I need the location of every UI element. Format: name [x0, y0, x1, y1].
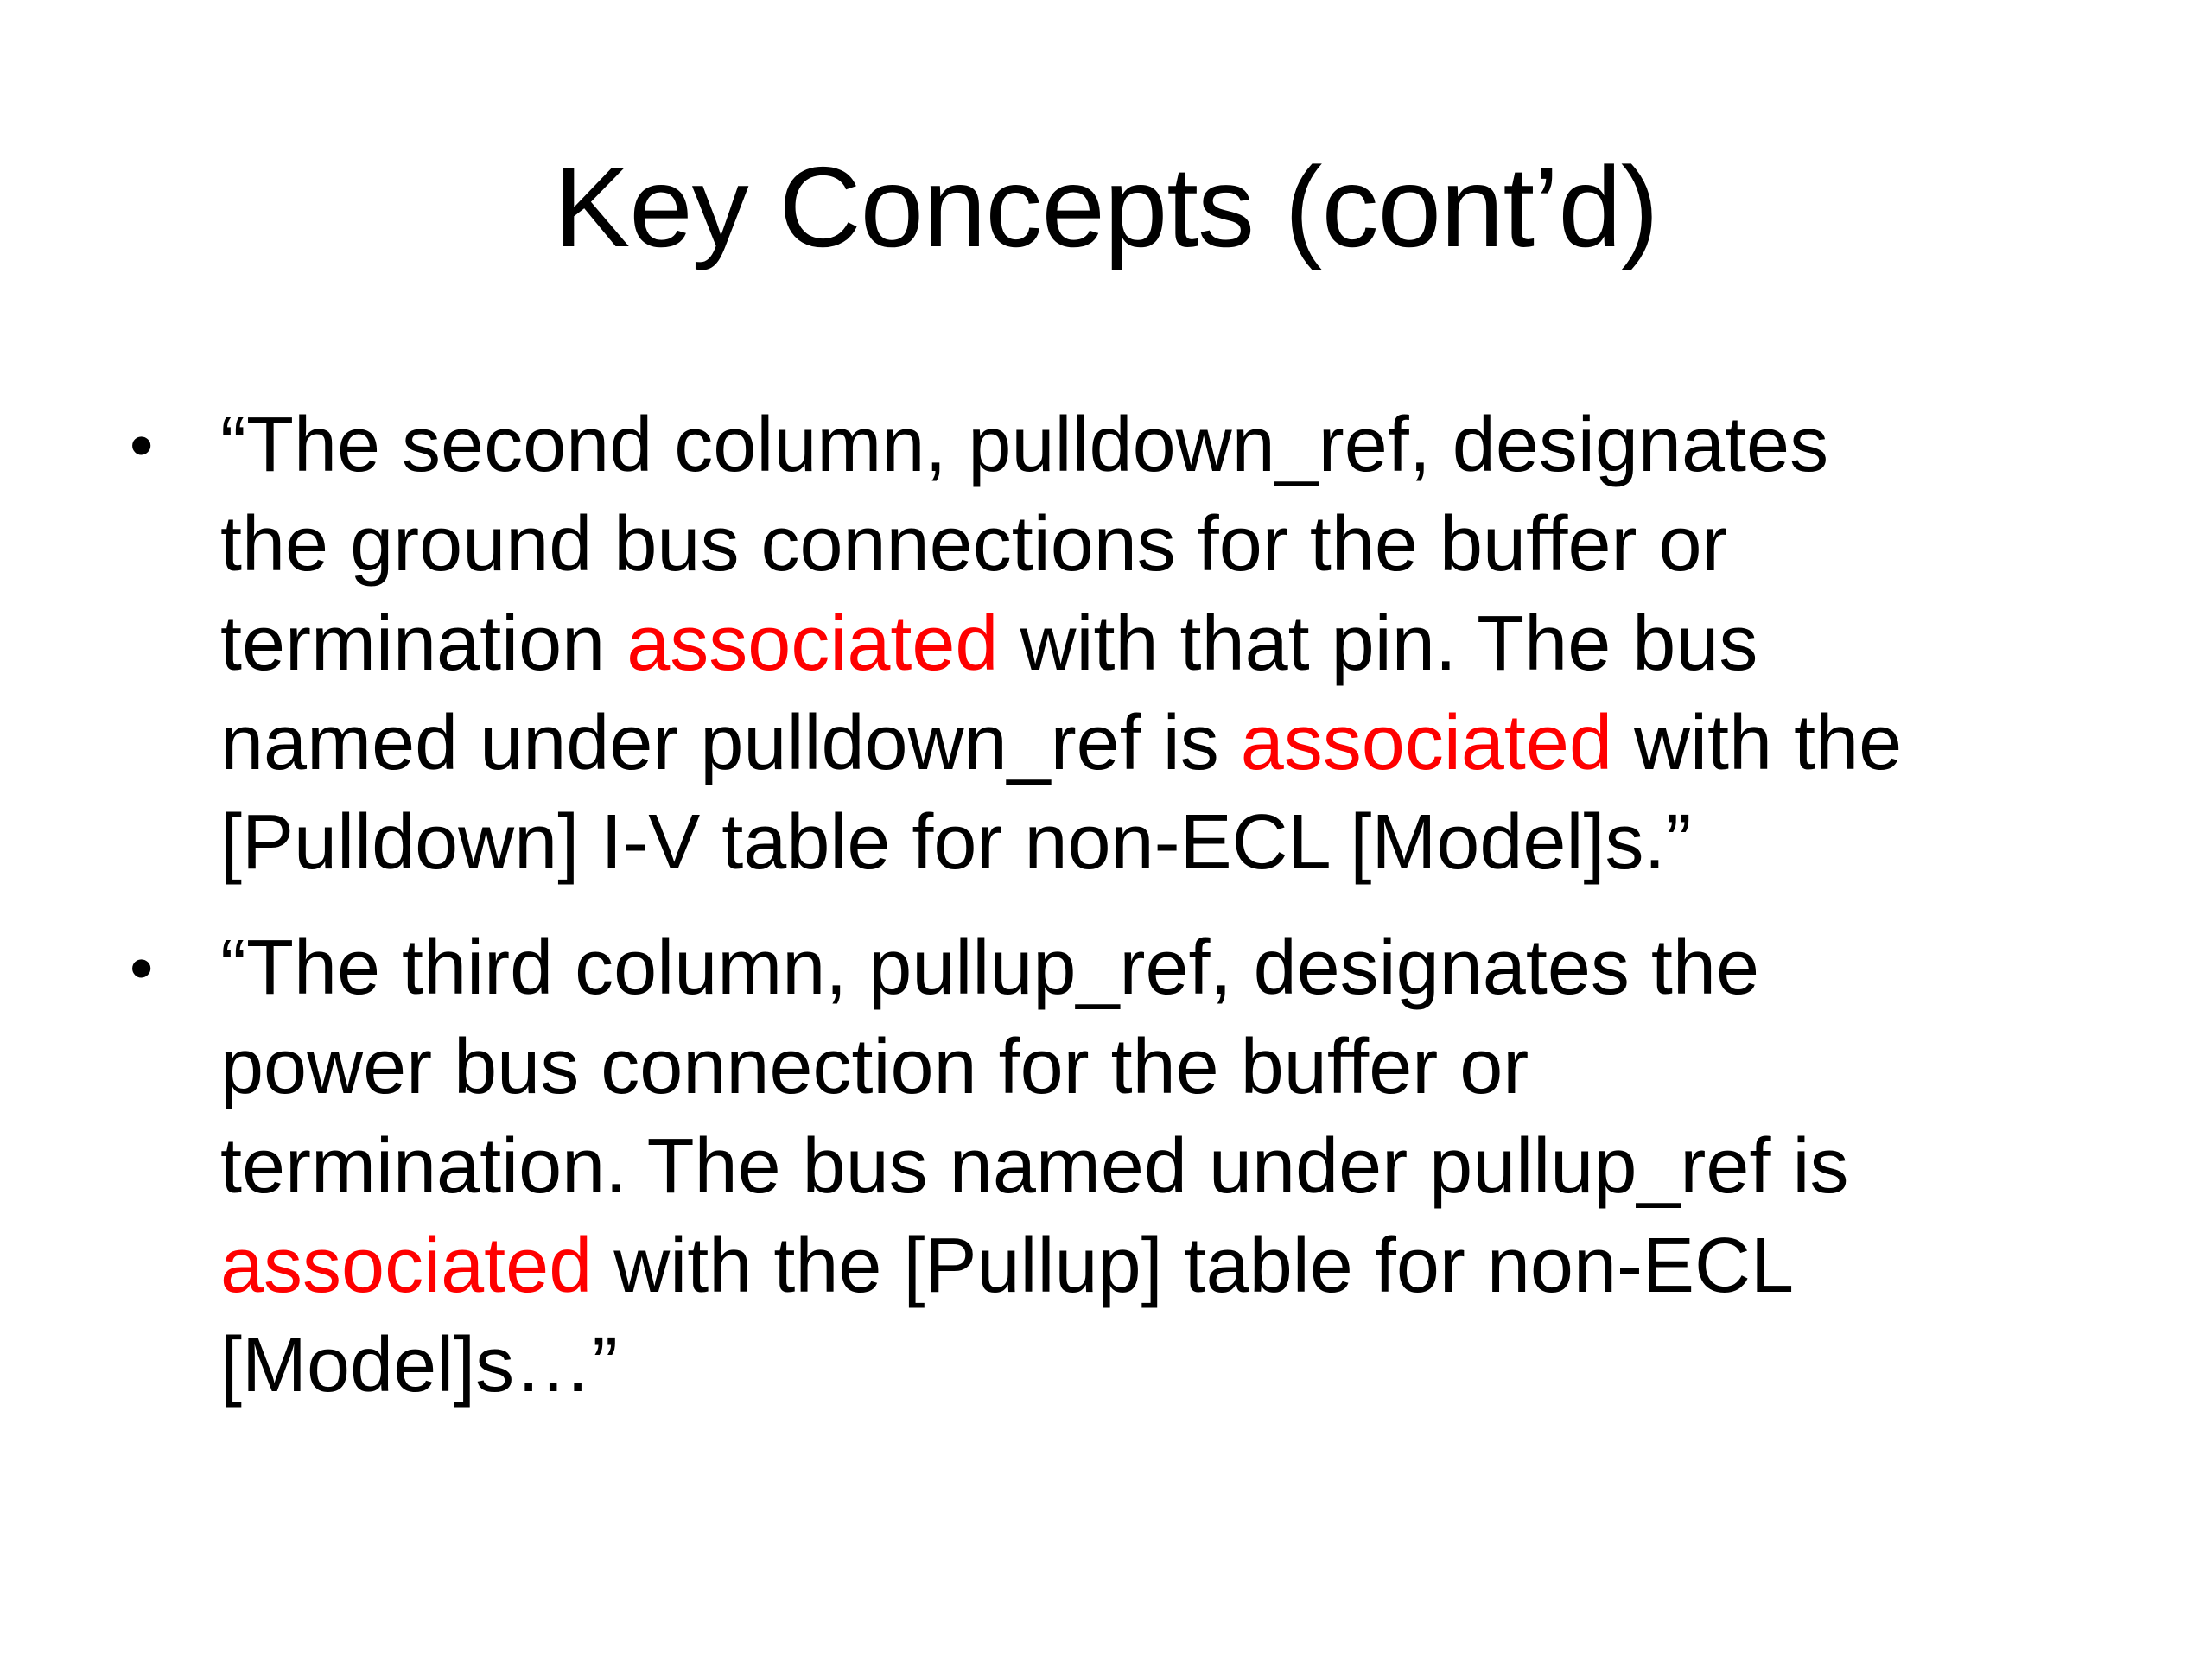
bullet-icon: •	[130, 930, 154, 1006]
bullet-line	[220, 594, 2126, 694]
text-run: named under pulldown_ref is	[220, 700, 1241, 786]
text-run: termination. The bus named under pullup_ref is	[220, 1123, 1849, 1210]
slide-title: Key Concepts (cont’d)	[554, 143, 1658, 270]
text-run: with the [Pullup] table for non-ECL	[592, 1223, 1795, 1309]
text-run: the ground bus connections for the buffer or	[220, 501, 1728, 588]
text-run: power bus connection for the buffer or	[220, 1024, 1529, 1110]
bullet-line	[220, 694, 2126, 793]
bullet-list	[130, 396, 2126, 1441]
text-run: [Pulldown] I-V table for non-ECL [Model]s.”	[220, 799, 1692, 886]
bullet-line	[220, 918, 2126, 1018]
bullet-item	[130, 918, 2126, 1415]
bullet-line	[220, 1316, 2126, 1415]
bullet-line	[220, 495, 2126, 594]
bullet-line	[220, 1018, 2126, 1117]
highlighted-term: associated	[626, 601, 999, 687]
bullet-line	[220, 793, 2126, 893]
highlighted-term: associated	[1240, 700, 1613, 786]
text-run: [Model]s…”	[220, 1322, 619, 1408]
bullet-icon: •	[130, 407, 154, 483]
text-run: “The second column, pulldown_ref, designates	[220, 402, 1829, 488]
bullet-item	[130, 396, 2126, 893]
highlighted-term: associated	[220, 1223, 593, 1309]
text-run: with that pin. The bus	[998, 601, 1758, 687]
text-run: with the	[1612, 700, 1903, 786]
bullet-line	[220, 1217, 2126, 1316]
text-run: termination	[220, 601, 627, 687]
bullet-line	[220, 1117, 2126, 1217]
text-run: “The third column, pullup_ref, designates the	[220, 925, 1760, 1011]
bullet-line	[220, 396, 2126, 495]
